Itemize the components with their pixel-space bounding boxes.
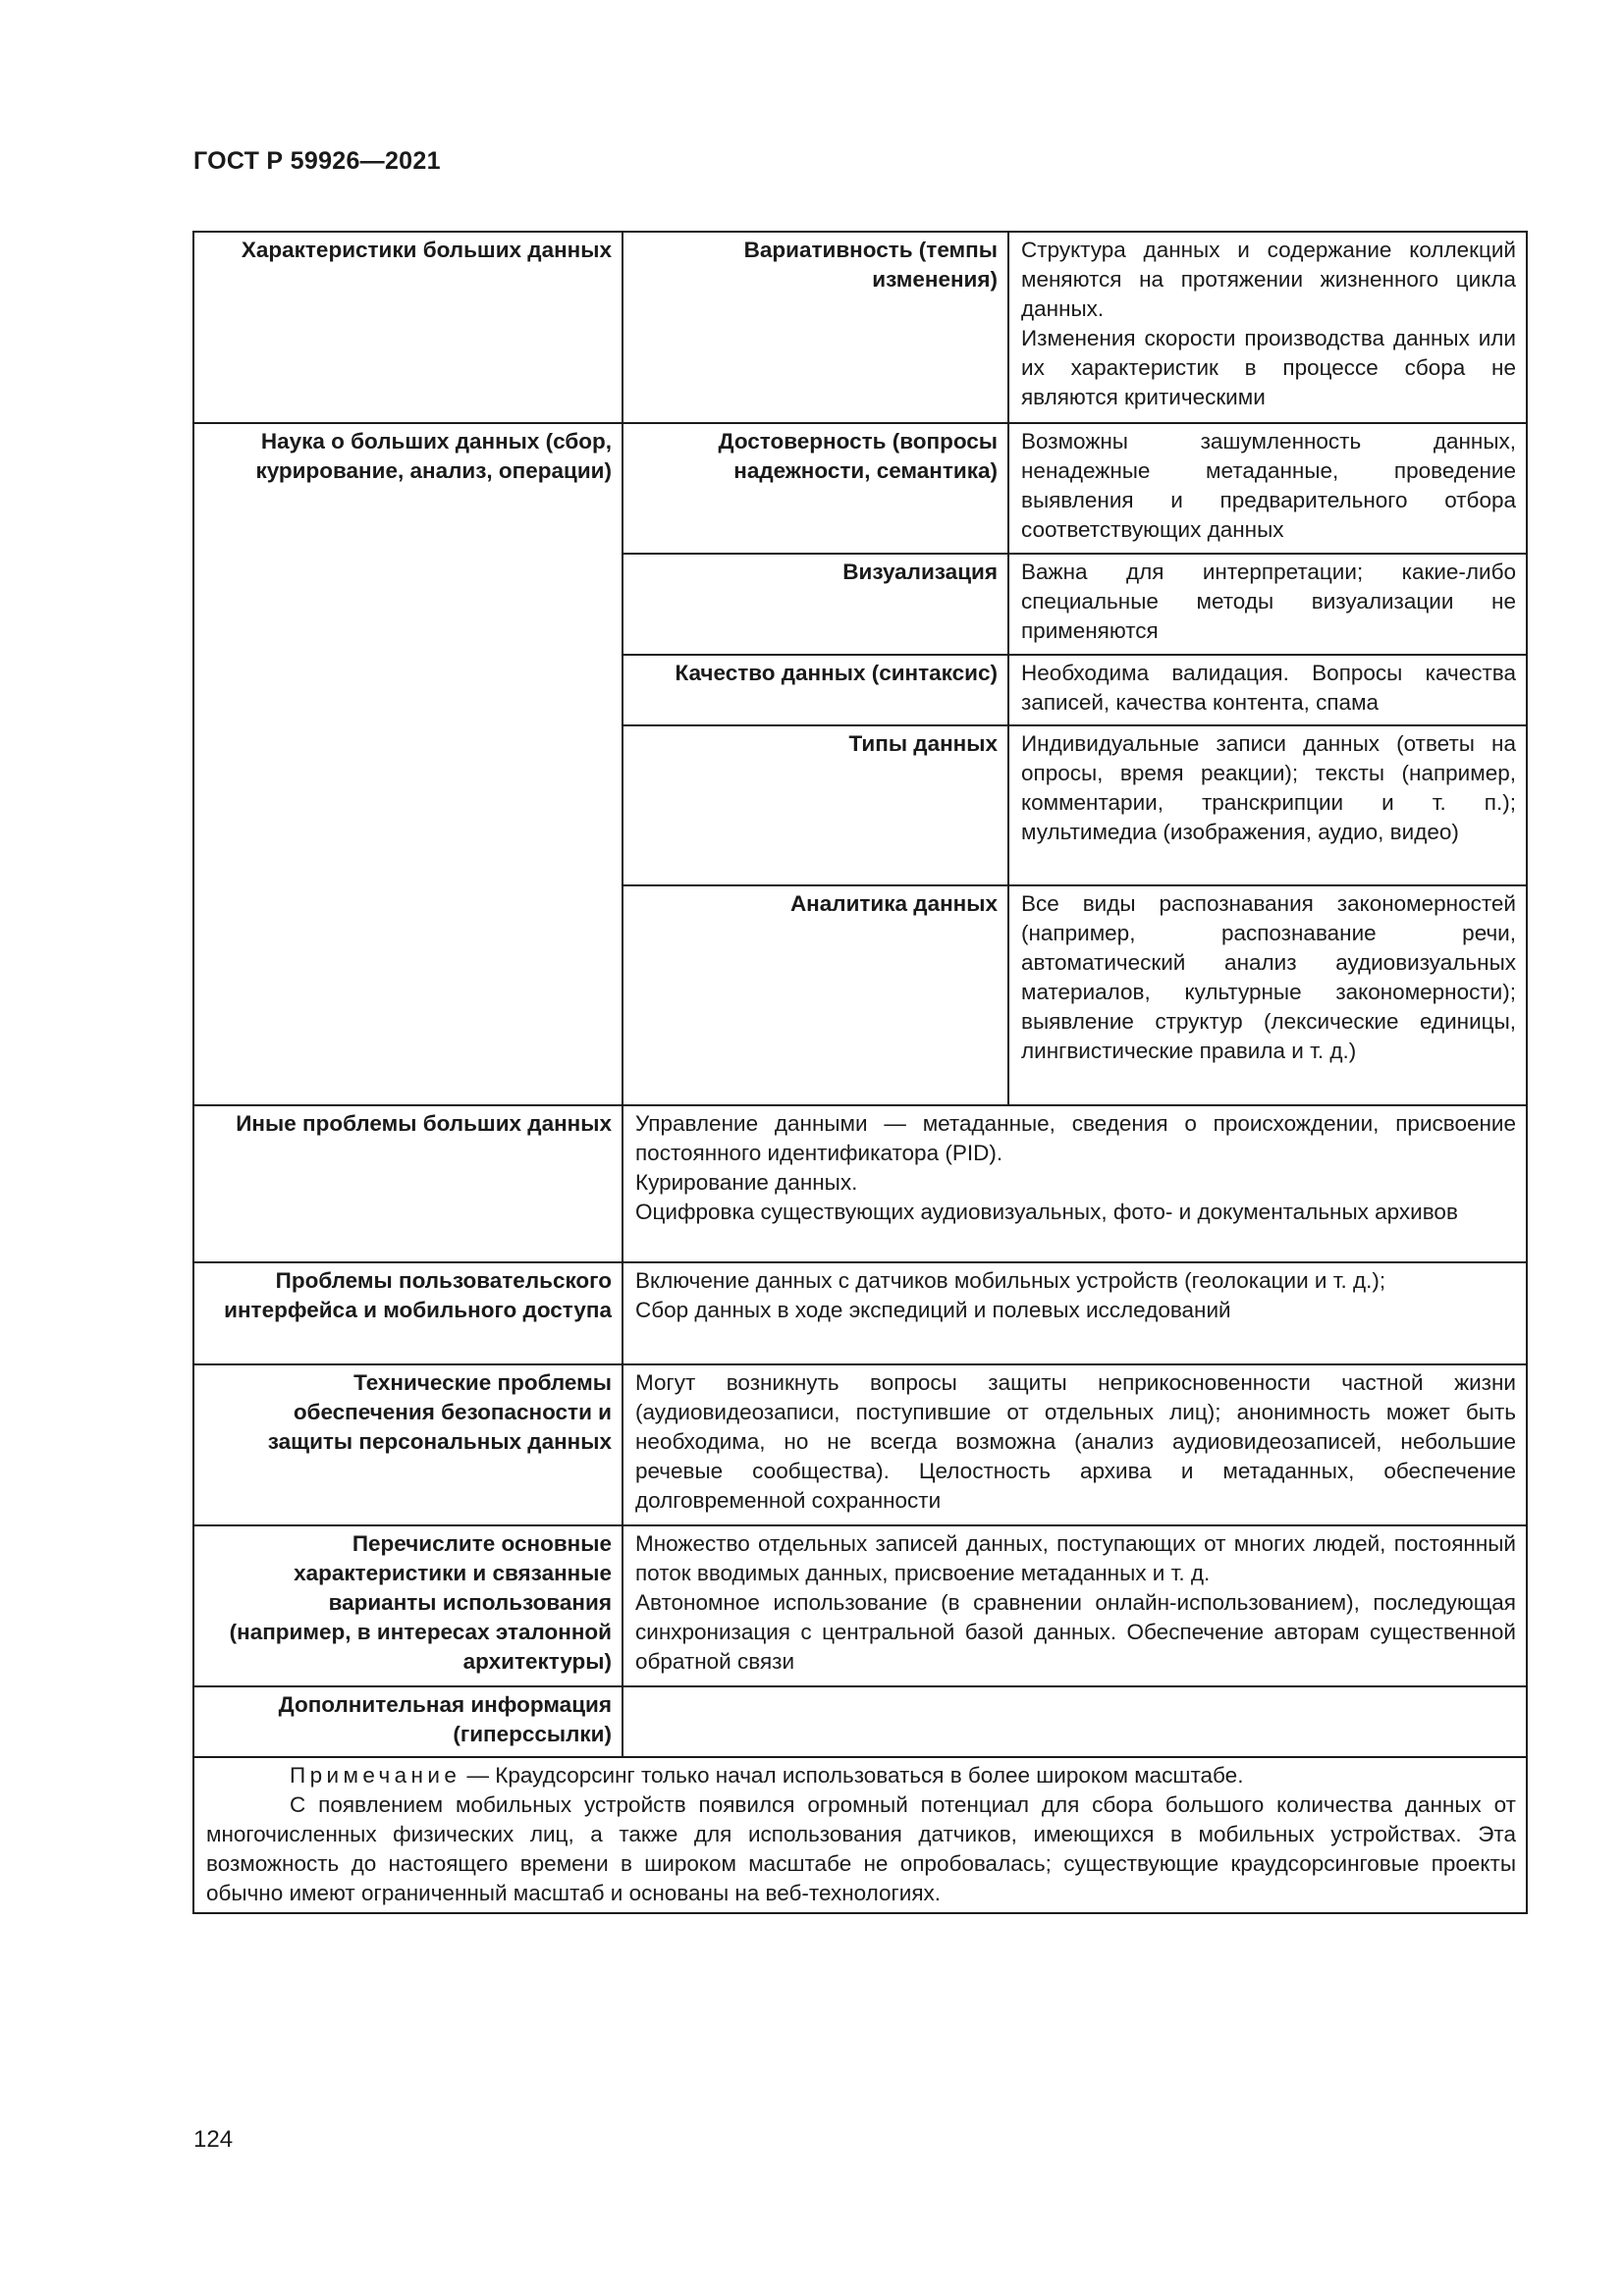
sub-characteristic: Качество данных (синтаксис) bbox=[623, 655, 1008, 725]
description-line: Автономное использование (в сравнении онлайн-использованием), последующая синхронизация с центральной базой данных. Обеспечение авторам существенной обратной связи bbox=[635, 1590, 1516, 1674]
table-row bbox=[193, 423, 1527, 554]
sub-characteristic: Вариативность (темпы изменения) bbox=[623, 232, 1008, 423]
page-number: 124 bbox=[193, 2126, 234, 2153]
table-row bbox=[193, 232, 1527, 423]
sub-characteristic: Визуализация bbox=[623, 554, 1008, 655]
sub-characteristic: Аналитика данных bbox=[623, 885, 1008, 1105]
description-line: Множество отдельных записей данных, поступающих от многих людей, постоянный поток вводимых данных, присвоение метаданных и т. д. bbox=[635, 1531, 1516, 1585]
description-cell bbox=[623, 1525, 1527, 1686]
note bbox=[193, 1757, 1527, 1913]
row-heading: Иные проблемы больших данных bbox=[193, 1105, 623, 1262]
row-heading: Дополнительная информация (гиперссылки) bbox=[193, 1686, 623, 1757]
document-header: ГОСТ Р 59926—2021 bbox=[193, 147, 441, 175]
table-row bbox=[193, 1105, 1527, 1262]
note-row bbox=[193, 1757, 1527, 1913]
row-heading: Характеристики больших данных bbox=[193, 232, 623, 423]
row-heading: Перечислите основные характеристики и связанные варианты использования (например, в интересах эталонной архитектуры) bbox=[193, 1525, 623, 1686]
description-line: Управление данными — метаданные, сведения о происхождении, присвоение постоянного идентификатора (PID). bbox=[635, 1111, 1516, 1165]
description-line: Сбор данных в ходе экспедиций и полевых исследований bbox=[635, 1298, 1231, 1322]
description-cell: Важна для интерпретации; какие-либо специальные методы визуализации не применяются bbox=[1008, 554, 1527, 655]
description-cell: Могут возникнуть вопросы защиты неприкосновенности частной жизни (аудиовидеозаписи, поступившие от отдельных лиц); анонимность может быть необходима, но не всегда возможна (анализ аудиовидеозаписей, небольшие речевые сообщества). Целостность архива и метаданных, обеспечение долговременной сохранности bbox=[623, 1364, 1527, 1525]
row-heading: Технические проблемы обеспечения безопасности и защиты персональных данных bbox=[193, 1364, 623, 1525]
description-cell bbox=[623, 1262, 1527, 1364]
description-cell bbox=[1008, 232, 1527, 423]
description-line: Структура данных и содержание коллекций меняются на протяжении жизненного цикла данных. bbox=[1021, 238, 1516, 321]
note-label: Примечание bbox=[290, 1763, 461, 1788]
description-cell bbox=[623, 1105, 1527, 1262]
sub-characteristic: Типы данных bbox=[623, 725, 1008, 885]
description-cell: Необходима валидация. Вопросы качества записей, качества контента, спама bbox=[1008, 655, 1527, 725]
table-row bbox=[193, 1525, 1527, 1686]
note-first-text: — Краудсорсинг только начал использоваться в более широком масштабе. bbox=[460, 1763, 1244, 1788]
table-row bbox=[193, 1262, 1527, 1364]
row-heading: Наука о больших данных (сбор, курирование, анализ, операции) bbox=[193, 423, 623, 1105]
description-cell: Возможны зашумленность данных, ненадежные метаданные, проведение выявления и предварительного отбора соответствующих данных bbox=[1008, 423, 1527, 554]
description-line: Включение данных с датчиков мобильных устройств (геолокации и т. д.); bbox=[635, 1268, 1386, 1293]
empty-cell bbox=[623, 1686, 1527, 1757]
table-row bbox=[193, 1686, 1527, 1757]
use-case-table bbox=[192, 231, 1528, 1914]
description-line: Изменения скорости производства данных или их характеристик в процессе сбора не являются критическими bbox=[1021, 326, 1516, 409]
note-first-paragraph bbox=[206, 1761, 1516, 1790]
description-cell: Индивидуальные записи данных (ответы на опросы, время реакции); тексты (например, комментарии, транскрипции и т. п.); мультимедиа (изображения, аудио, видео) bbox=[1008, 725, 1527, 885]
description-line: Оцифровка существующих аудиовизуальных, фото- и документальных архивов bbox=[635, 1200, 1458, 1224]
sub-characteristic: Достоверность (вопросы надежности, семантика) bbox=[623, 423, 1008, 554]
note-second-paragraph: С появлением мобильных устройств появился огромный потенциал для сбора большого количества данных от многочисленных физических лиц, а также для использования датчиков, имеющихся в мобильных устройствах. Эта возможность до настоящего времени в широком масштабе не опробовалась; существующие краудсорсинговые проекты обычно имеют ограниченный масштаб и основаны на веб-технологиях. bbox=[206, 1792, 1516, 1905]
description-cell: Все виды распознавания закономерностей (например, распознавание речи, автоматический анализ аудиовизуальных материалов, культурные закономерности); выявление структур (лексические единицы, лингвистические правила и т. д.) bbox=[1008, 885, 1527, 1105]
description-line: Курирование данных. bbox=[635, 1170, 858, 1195]
table-row bbox=[193, 1364, 1527, 1525]
row-heading: Проблемы пользовательского интерфейса и мобильного доступа bbox=[193, 1262, 623, 1364]
